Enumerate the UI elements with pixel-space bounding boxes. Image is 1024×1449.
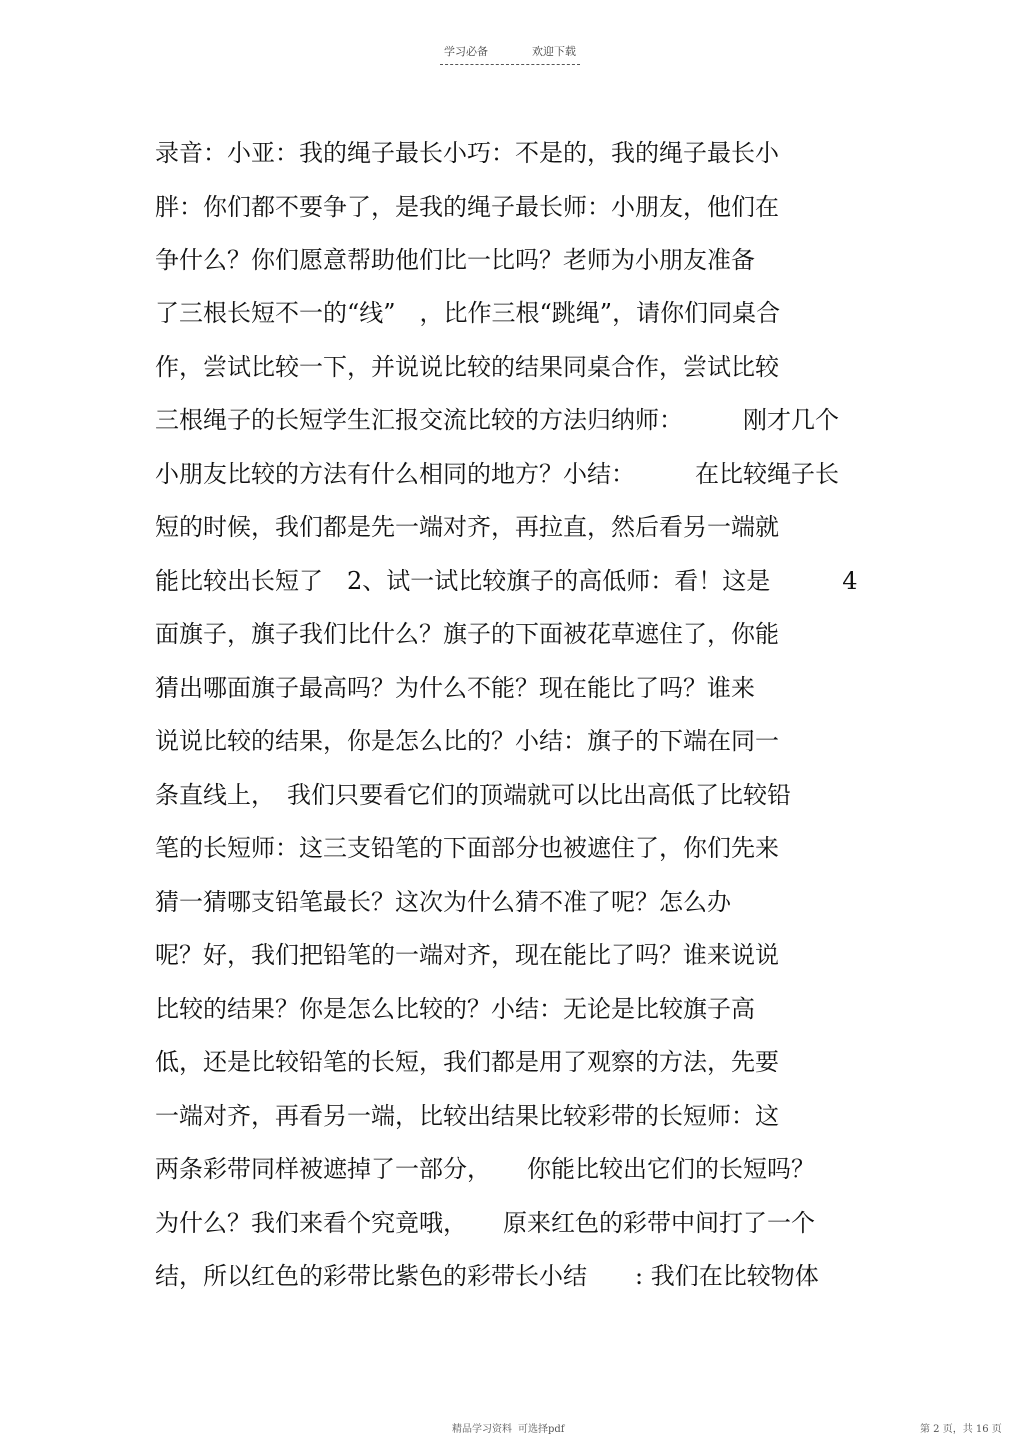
footer-left-text: 精品学习资料 [452, 1424, 512, 1435]
page-footer [0, 1420, 1024, 1436]
page-number: 第 2 页，共 16 页 [920, 1424, 1002, 1435]
body-line: 呢？好，我们把铅笔的一端对齐，现在能比了吗？谁来说说 [155, 941, 779, 969]
body-line: 猜一猜哪支铅笔最长？这次为什么猜不准了呢？怎么办 [155, 888, 731, 916]
body-line: 低，还是比较铅笔的长短，我们都是用了观察的方法，先要 [155, 1048, 779, 1076]
body-line: 小朋友比较的方法有什么相同的地方？小结： 在比较绳子长 [155, 460, 839, 488]
body-line: 为什么？我们来看个究竟哦， 原来红色的彩带中间打了一个 [155, 1209, 815, 1237]
header-left-text: 学习必备 [444, 45, 488, 58]
body-line: 面旗子，旗子我们比什么？旗子的下面被花草遮住了，你能 [155, 620, 779, 648]
body-line: 条直线上， 我们只要看它们的顶端就可以比出高低了比较铅 [155, 781, 791, 809]
body-line: 三根绳子的长短学生汇报交流比较的方法归纳师： 刚才几个 [155, 406, 839, 434]
header-right-text: 欢迎下载 [532, 45, 576, 58]
body-line: 结，所以红色的彩带比紫色的彩带长小结 : 我们在比较物体 [155, 1262, 819, 1290]
body-line: 两条彩带同样被遮掉了一部分， 你能比较出它们的长短吗？ [155, 1155, 815, 1183]
body-line: 作，尝试比较一下，并说说比较的结果同桌合作，尝试比较 [155, 353, 779, 381]
body-line: 胖：你们都不要争了，是我的绳子最长师：小朋友，他们在 [155, 193, 779, 221]
body-line: 一端对齐，再看另一端，比较出结果比较彩带的长短师：这 [155, 1102, 779, 1130]
body-line: 笔的长短师：这三支铅笔的下面部分也被遮住了，你们先来 [155, 834, 779, 862]
body-line: 争什么？你们愿意帮助他们比一比吗？老师为小朋友准备 [155, 246, 755, 274]
page-header [440, 40, 580, 65]
body-line: 能比较出长短了 2、试一试比较旗子的高低师：看！这是 4 [155, 567, 858, 595]
body-line: 猜出哪面旗子最高吗？为什么不能？现在能比了吗？谁来 [155, 674, 755, 702]
body-line: 短的时候，我们都是先一端对齐，再拉直，然后看另一端就 [155, 513, 779, 541]
footer-middle-text: 可选择pdf [518, 1424, 565, 1435]
body-line: 录音：小亚：我的绳子最长小巧：不是的，我的绳子最长小 [155, 139, 779, 167]
body-line: 说说比较的结果，你是怎么比的？小结：旗子的下端在同一 [155, 727, 779, 755]
body-line: 比较的结果？你是怎么比较的？小结：无论是比较旗子高 [155, 995, 755, 1023]
body-line: 了三根长短不一的“线” ，比作三根“跳绳”，请你们同桌合 [155, 299, 781, 327]
